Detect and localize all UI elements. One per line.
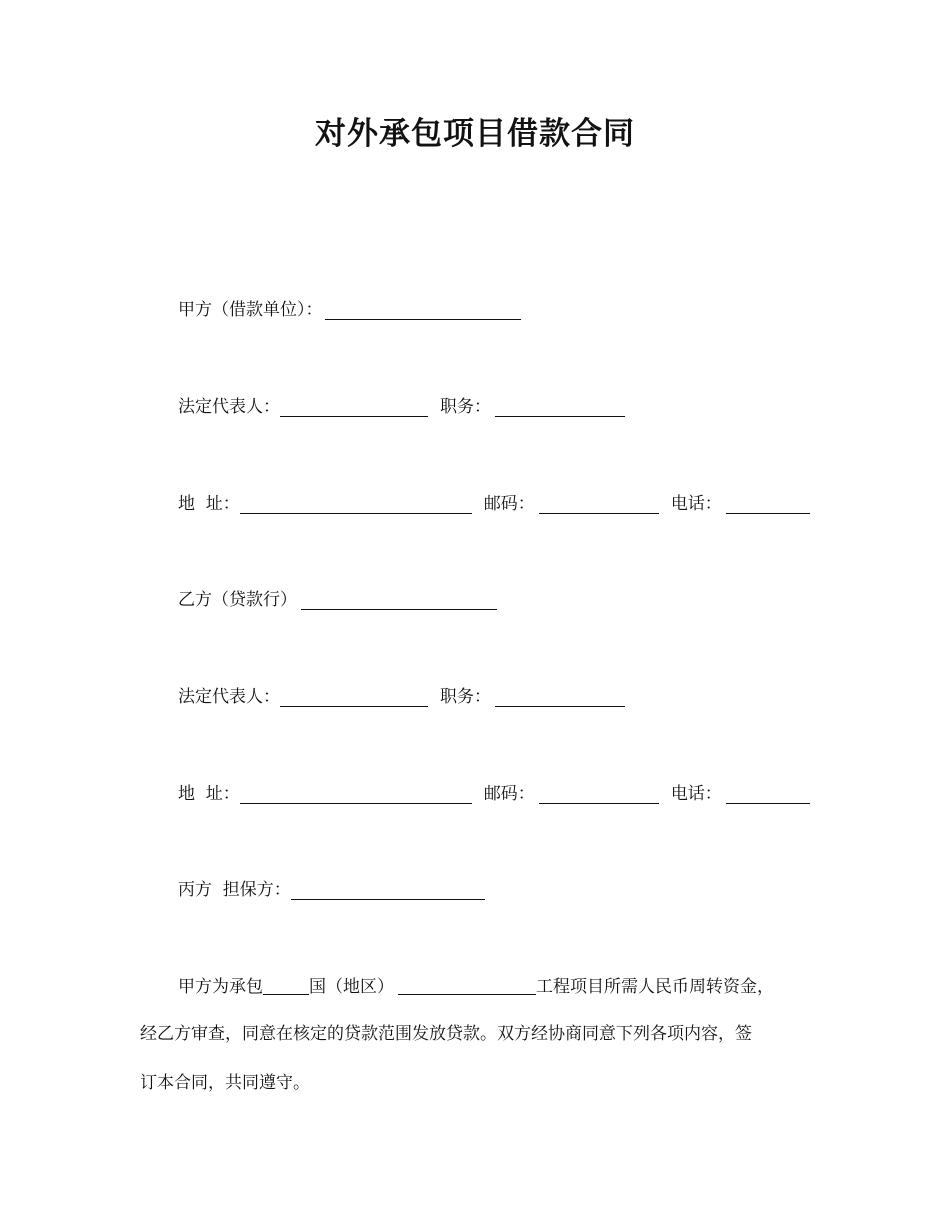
party-a-position-blank: [495, 398, 625, 417]
intro-line-3: 订本合同，共同遵守。: [140, 1073, 310, 1093]
party-a-postcode-blank: [539, 495, 659, 514]
party-b-postcode-label: 邮码：: [483, 784, 535, 804]
party-a-rep-label: 法定代表人：: [178, 397, 280, 417]
party-b-postcode-blank: [539, 785, 659, 804]
party-b-address-blank: [240, 785, 472, 804]
party-a-name-blank: [325, 301, 521, 320]
party-a-postcode-label: 邮码：: [483, 494, 535, 514]
party-b-phone-blank: [726, 785, 810, 804]
country-blank: [263, 976, 309, 995]
project-blank: [398, 976, 536, 995]
party-c-name-label: 丙方 担保方：: [178, 880, 291, 900]
party-b-name-blank: [301, 591, 497, 610]
party-b-rep-blank: [280, 688, 428, 707]
party-a-phone-blank: [726, 495, 810, 514]
party-b-address-row: [178, 782, 810, 806]
party-b-name-label: 乙方（贷款行）: [178, 590, 297, 610]
party-a-address-label: 地 址：: [178, 494, 240, 514]
party-a-rep-blank: [280, 398, 428, 417]
party-c-row: [178, 878, 485, 902]
party-a-address-row: [178, 492, 810, 516]
party-b-phone-label: 电话：: [670, 784, 722, 804]
party-a-position-label: 职务：: [440, 397, 491, 417]
party-b-address-label: 地 址：: [178, 784, 240, 804]
party-b-rep-label: 法定代表人：: [178, 687, 280, 707]
party-a-rep-row: [178, 395, 625, 419]
party-a-name-row: [178, 298, 521, 322]
intro-line-1: [140, 975, 812, 999]
intro-part-2: 国（地区）: [309, 977, 394, 997]
intro-line-2: 经乙方审查，同意在核定的贷款范围发放贷款。双方经协商同意下列各项内容，签: [140, 1024, 752, 1044]
party-c-name-blank: [291, 881, 485, 900]
document-title: 对外承包项目借款合同: [315, 116, 635, 152]
party-a-address-blank: [240, 495, 472, 514]
party-b-name-row: [178, 588, 497, 612]
party-b-position-blank: [495, 688, 625, 707]
party-a-name-label: 甲方（借款单位）：: [178, 300, 323, 320]
party-a-phone-label: 电话：: [670, 494, 722, 514]
intro-part-3: 工程项目所需人民币周转资金，: [536, 977, 774, 997]
party-b-rep-row: [178, 685, 625, 709]
intro-part-1: 甲方为承包: [178, 977, 263, 997]
party-b-position-label: 职务：: [440, 687, 491, 707]
